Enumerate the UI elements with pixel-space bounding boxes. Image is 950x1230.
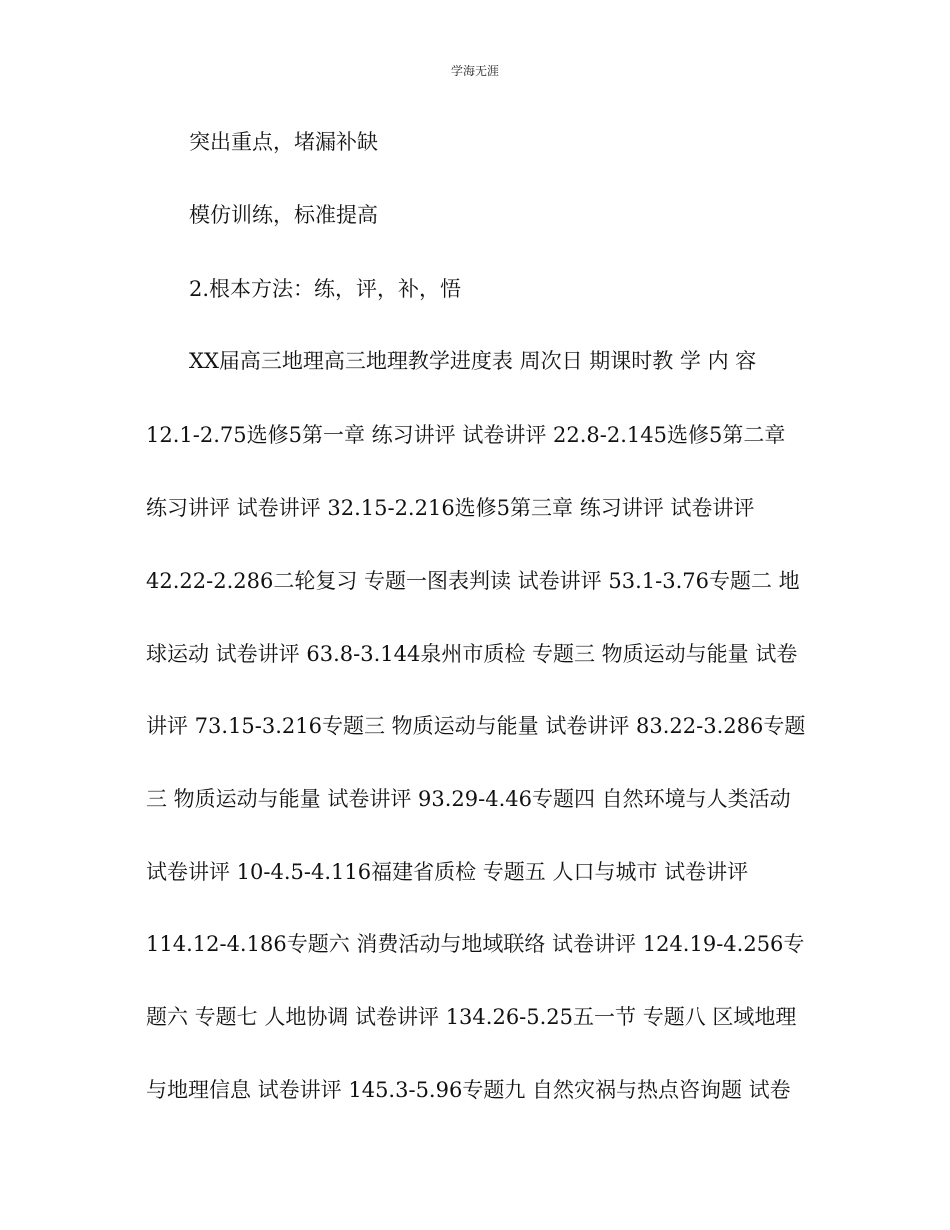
schedule-text-line: 球运动 试卷讲评 63.8-3.144泉州市质检 专题三 物质运动与能量 试卷 — [146, 642, 798, 666]
schedule-text-line: 练习讲评 试卷讲评 32.15-2.216选修5第三章 练习讲评 试卷讲评 — [146, 496, 755, 520]
schedule-text-line: 讲评 73.15-3.216专题三 物质运动与能量 试卷讲评 83.22-3.286专题 — [146, 714, 806, 738]
schedule-text-line: 与地理信息 试卷讲评 145.3-5.96专题九 自然灾祸与热点咨询题 试卷 — [146, 1078, 791, 1102]
paragraph-basic-methods: 2.根本方法：练，评，补，悟 — [189, 277, 462, 301]
schedule-text-line: 试卷讲评 10-4.5-4.116福建省质检 专题五 人口与城市 试卷讲评 — [146, 860, 749, 884]
schedule-text-line: 三 物质运动与能量 试卷讲评 93.29-4.46专题四 自然环境与人类活动 — [146, 787, 791, 811]
schedule-text-line: 114.12-4.186专题六 消费活动与地域联络 试卷讲评 124.19-4.256专 — [146, 932, 805, 956]
paragraph-imitation-training: 模仿训练，标准提高 — [189, 203, 378, 227]
schedule-text-line: 42.22-2.286二轮复习 专题一图表判读 试卷讲评 53.1-3.76专题二 地 — [146, 569, 800, 593]
paragraph-focus-key-points: 突出重点，堵漏补缺 — [189, 130, 378, 154]
page-header: 学海无涯 — [450, 64, 499, 78]
schedule-text-line: 题六 专题七 人地协调 试卷讲评 134.26-5.25五一节 专题八 区域地理 — [146, 1005, 797, 1029]
schedule-table-title-line: XX届高三地理高三地理教学进度表 周次日 期课时教 学 内 容 — [189, 349, 757, 373]
schedule-text-line: 12.1-2.75选修5第一章 练习讲评 试卷讲评 22.8-2.145选修5第二章 — [146, 423, 786, 447]
